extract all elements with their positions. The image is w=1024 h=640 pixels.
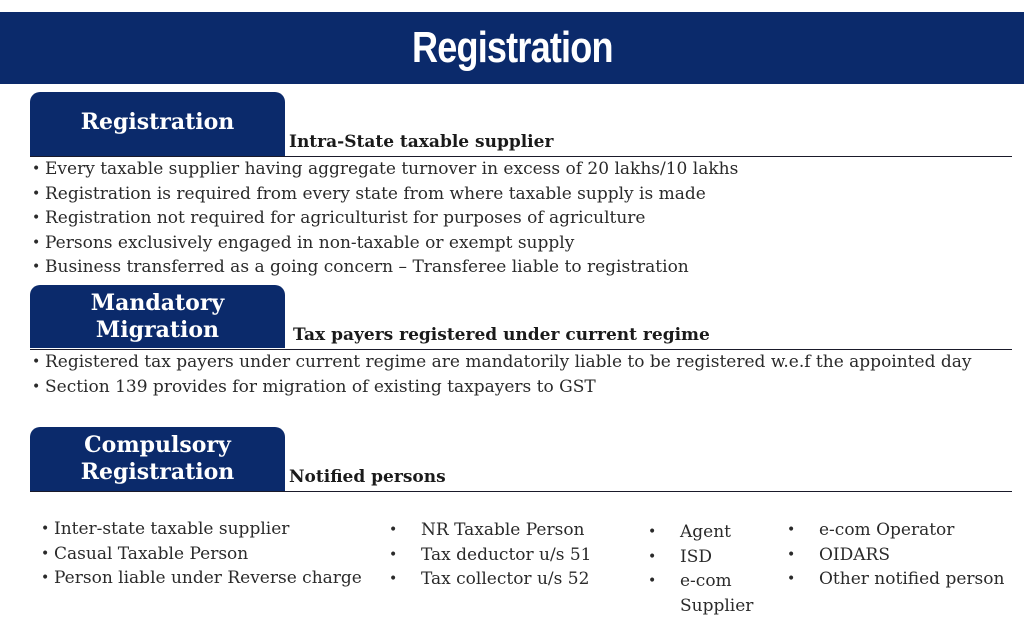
list-item: • e-com bbox=[648, 571, 732, 591]
tab-label: Mandatory bbox=[90, 289, 225, 316]
section-subtitle: Intra-State taxable supplier bbox=[289, 132, 554, 152]
list-item: • NR Taxable Person bbox=[389, 520, 585, 540]
list-item: • Every taxable supplier having aggregate turnover in excess of 20 lakhs/10 lakhs bbox=[32, 159, 739, 179]
section-subtitle: Notified persons bbox=[289, 467, 446, 487]
page-title: Registration bbox=[411, 23, 613, 72]
list-item: • ISD bbox=[648, 546, 712, 567]
divider bbox=[30, 491, 1012, 492]
list-item: • Persons exclusively engaged in non-taxable or exempt supply bbox=[32, 232, 575, 253]
list-item: • Registered tax payers under current regime are mandatorily liable to be registered w.e.f the appointed day bbox=[32, 352, 972, 372]
bullet-list bbox=[32, 157, 738, 280]
tab-label: Migration bbox=[95, 316, 220, 343]
list-item: • Person liable under Reverse charge bbox=[41, 568, 362, 588]
header-banner bbox=[0, 12, 1024, 84]
section-tab-registration bbox=[30, 92, 285, 156]
notified-column-1 bbox=[41, 517, 362, 591]
list-item: Supplier bbox=[680, 595, 754, 616]
bullet-list bbox=[32, 350, 971, 399]
section-tab-mandatory-migration bbox=[30, 285, 285, 348]
tab-label: Registration bbox=[80, 459, 235, 485]
section-subtitle: Tax payers registered under current regime bbox=[293, 325, 710, 345]
notified-column-3 bbox=[648, 520, 753, 618]
list-item: • Other notified person bbox=[787, 569, 1005, 589]
list-item: • Casual Taxable Person bbox=[41, 543, 249, 564]
list-item: • Registration is required from every state from where taxable supply is made bbox=[32, 183, 706, 204]
list-item: • e-com Operator bbox=[787, 520, 955, 540]
notified-column-4 bbox=[787, 518, 1004, 592]
section-tab-compulsory-registration bbox=[30, 427, 285, 491]
list-item: • Tax collector u/s 52 bbox=[389, 569, 590, 589]
list-item: • Registration not required for agriculturist for purposes of agriculture bbox=[32, 208, 646, 228]
tab-label: Compulsory bbox=[84, 432, 231, 458]
list-item: • OIDARS bbox=[787, 544, 891, 565]
tab-label: Registration bbox=[80, 108, 235, 135]
notified-column-2 bbox=[389, 518, 591, 592]
list-item: • Agent bbox=[648, 522, 731, 542]
list-item: • Business transferred as a going concern – Transferee liable to registration bbox=[32, 257, 689, 277]
list-item: • Tax deductor u/s 51 bbox=[389, 544, 592, 565]
list-item: • Inter-state taxable supplier bbox=[41, 519, 290, 539]
list-item: • Section 139 provides for migration of existing taxpayers to GST bbox=[32, 376, 596, 397]
